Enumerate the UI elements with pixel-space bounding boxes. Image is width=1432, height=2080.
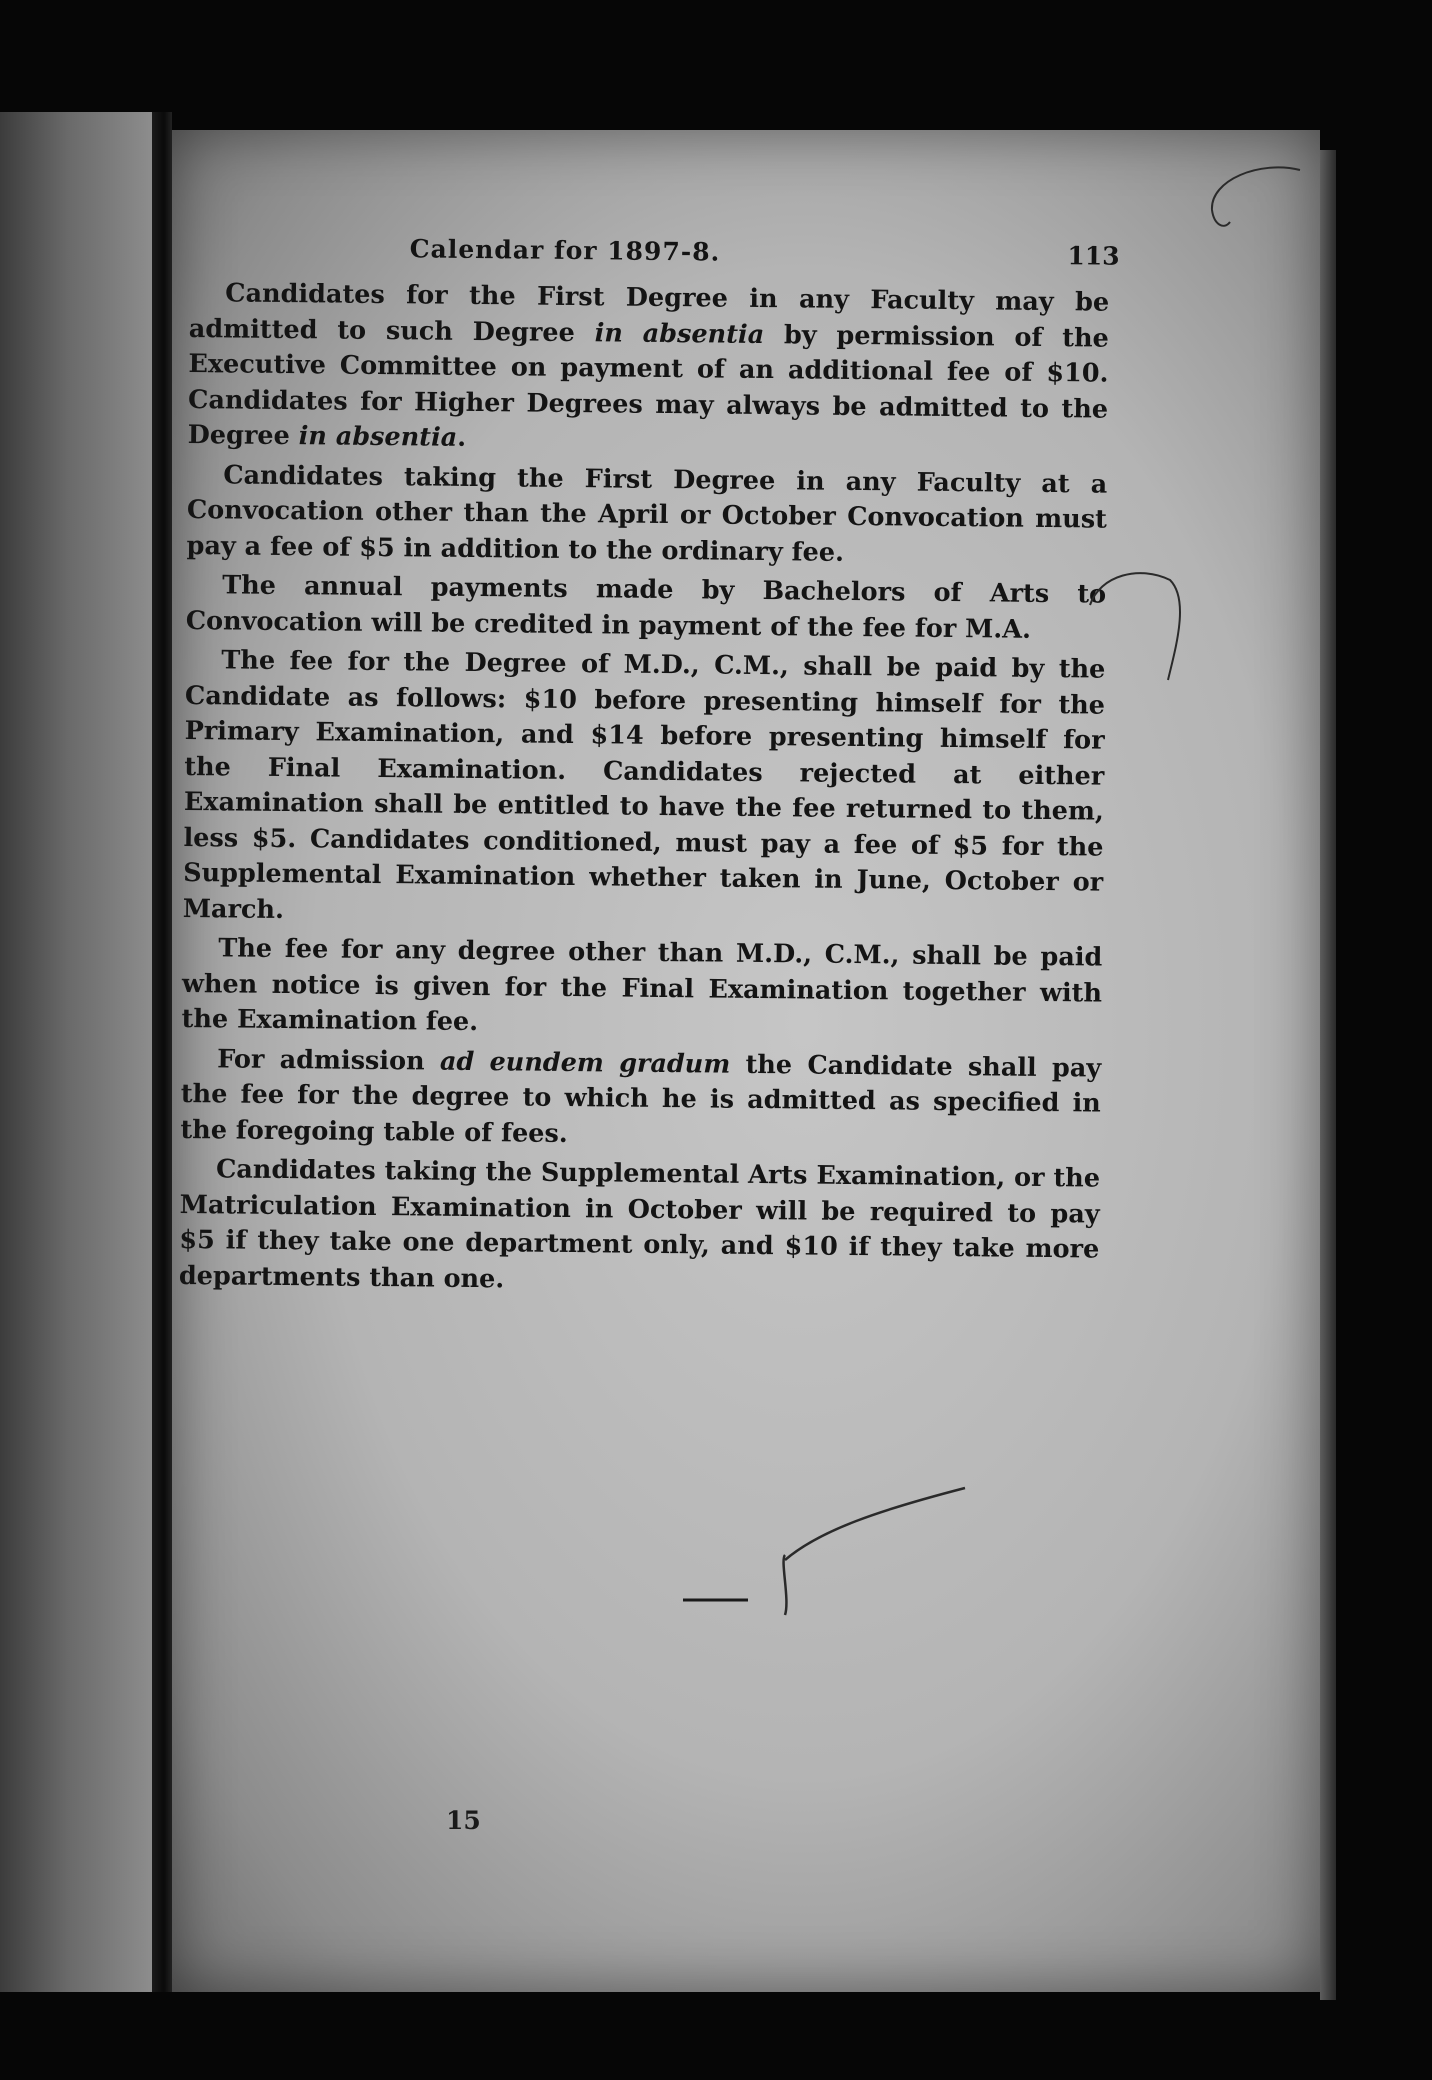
paragraph-other-degree: The fee for any degree other than M.D., C.M., shall be paid when notice is given for the Final Examination together with the Examination fee. <box>181 933 1103 1038</box>
running-header <box>189 220 1120 286</box>
paragraph-ad-eundem-text-2: the Candidate shall pay the fee for the degree to which he is admitted as specified in the foregoing table of fees. <box>180 1049 1102 1149</box>
paragraph-bachelors: The annual payments made by Bachelors of Arts to Convocation will be credited in payment of the fee for M.A. <box>185 570 1107 645</box>
left-page-fragment <box>0 112 152 1992</box>
paragraph-md-fee: The fee for the Degree of M.D., C.M., shall be paid by the Candidate as follows: $10 before presenting himself for the Primary Examination, and $14 before presenting himself for the Final Examination. Candidates rejected at either Examination shall be entitled to have the fee returned to them, less $5. Candidates conditioned, must pay a fee of $5 for the Supplemental Examination whether taken in June, October or March. <box>182 645 1106 925</box>
paragraph-ad-eundem-text-1: For admission <box>217 1043 441 1077</box>
paragraph-supplemental: Candidates taking the Supplemental Arts Examination, or the Matriculation Examination in October will be required to pay $5 if they take one department only, and $10 if they take more departments than one. <box>178 1154 1101 1294</box>
page-edge <box>1320 150 1336 2000</box>
paragraph-convocation: Candidates taking the First Degree in any Faculty at a Convocation other than the April or October Convocation must pay a fee of $5 in addition to the ordinary fee. <box>186 459 1108 568</box>
book-gutter <box>152 112 172 1992</box>
page-text <box>178 220 1120 1308</box>
paragraph-absentia-text-1: Candidates for the First Degree in any Faculty may be admitted to such Degree <box>188 278 1110 348</box>
paragraph-absentia <box>188 276 1110 463</box>
paragraph-absentia-text-3: . <box>457 422 467 453</box>
paragraph-absentia-italic-1: in absentia <box>594 317 765 350</box>
paragraph-absentia-text-2: by permission of the Executive Committee on payment of an additional fee of $10. Candidates for Higher Degrees may always be admitted to the Degree <box>187 319 1109 452</box>
paragraph-absentia-italic-2: in absentia <box>298 421 458 453</box>
page-number: 113 <box>1067 241 1120 271</box>
header-title: Calendar for 1897-8. <box>409 234 721 267</box>
paragraph-ad-eundem <box>180 1041 1101 1157</box>
paragraph-ad-eundem-italic: ad eundem gradum <box>439 1046 731 1080</box>
sheet-number: 15 <box>446 1806 481 1835</box>
